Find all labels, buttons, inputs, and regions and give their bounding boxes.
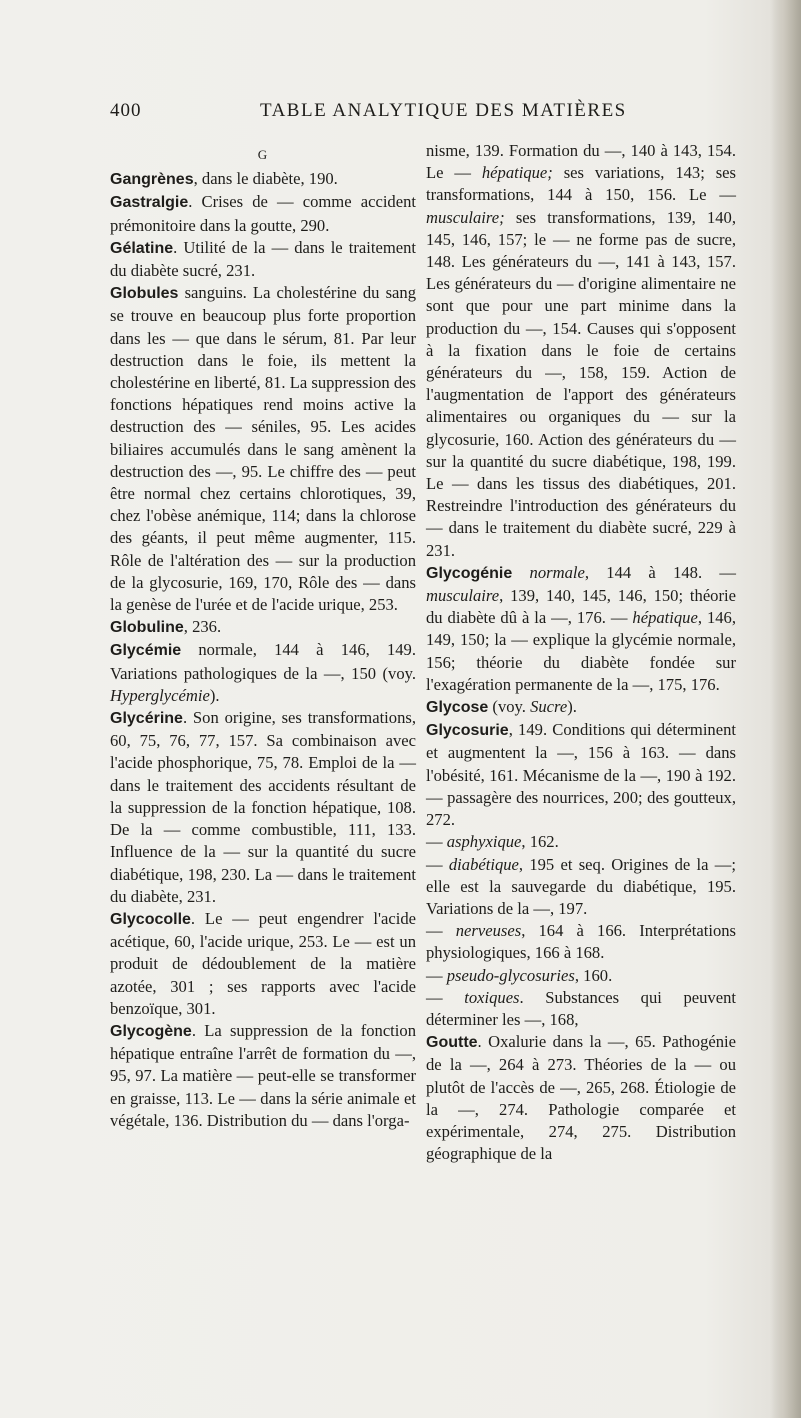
- entry-term: Gélatine: [110, 239, 174, 257]
- page-number: 400: [110, 100, 142, 121]
- entry-text: — toxiques. Substances qui peuvent déterminer les —, 168,: [426, 987, 736, 1029]
- entry-term: Globules: [110, 285, 179, 303]
- left-column: [110, 140, 416, 1132]
- entry-text: . La suppression de la fonction hépatique entraîne l'arrêt de formation du —, 95, 97. La matière — peut-elle se transformer en graisse, 113. Le — dans la série animale et végétale, 136. Distribution du — dans l'orga-: [110, 1020, 416, 1130]
- index-entry: [110, 237, 416, 282]
- index-entry: [110, 707, 416, 908]
- index-entry: [426, 719, 736, 831]
- index-entry-continued: [426, 140, 736, 562]
- running-title: TABLE ANALYTIQUE DES MATIÈRES: [260, 100, 627, 121]
- entry-text: nisme, 139. Formation du —, 140 à 143, 154. Le — hépatique; ses variations, 143; ses transformations, 144 à 150, 156. Le — musculaire; ses transformations, 139, 140, 145, 146, 157; le — ne forme pas de sucre, 148. Les générateurs du —, 141 à 143, 157. Les générateurs du — d'origine alimentaire ne sont que pour une part minime dans la production du —, 154. Causes qui s'opposent à la fixation dans le foie de certains générateurs du —, 158, 159. Action de l'augmentation de l'apport des générateurs alimentaires ou organiques du — sur la glycosurie, 160. Action des générateurs du — sur la quantité du sucre diabétique, 198, 199. Le — dans les tissus des diabétiques, 201. Restreindre l'introduction des générateurs du — dans le traitement du diabète sucré, 229 à 231.: [426, 141, 736, 560]
- entry-term: Gastralgie: [110, 194, 189, 212]
- entry-text: — diabétique, 195 et seq. Origines de la —; elle est la sauvegarde du diabétique, 195. Variations de la —, 197.: [426, 854, 736, 918]
- entry-term: Glycérine: [110, 710, 183, 728]
- page-header: [110, 100, 750, 130]
- index-subentry: [426, 965, 736, 987]
- index-subentry: [426, 854, 736, 921]
- entry-term: Glycogénie: [426, 564, 513, 582]
- entry-term: Glycogène: [110, 1022, 192, 1040]
- section-letter: G: [257, 147, 269, 162]
- entry-text: , dans le diabète, 190.: [193, 169, 338, 189]
- index-entry: [110, 191, 416, 236]
- entry-term: Glycocolle: [110, 910, 191, 928]
- entry-term: Glycosurie: [426, 722, 509, 740]
- entry-text: — asphyxique, 162.: [426, 832, 559, 852]
- index-entry: [110, 616, 416, 639]
- index-subentry: [426, 987, 736, 1031]
- index-entry: [110, 908, 416, 1020]
- entry-text: . Oxalurie dans la —, 65. Pathogénie de la —, 264 à 273. Théories de la — ou plutôt de l'accès de —, 265, 268. Étiologie de la —, 274. Pathologie comparée et expérimentale, 274, 275. Distribution géographique de la: [426, 1032, 736, 1164]
- entry-term: Goutte: [426, 1034, 478, 1052]
- entry-text: , 236.: [183, 617, 222, 637]
- index-entry: [426, 696, 736, 719]
- right-column: [426, 140, 736, 1165]
- entry-text: normale, 144 à 148. — musculaire, 139, 140, 145, 146, 150; théorie du diabète dû à la —, 176. — hépatique, 146, 149, 150; la — explique la glycémie normale, 156; théorie du diabète fondée sur l'exagération permanente de la —, 175, 176.: [426, 562, 736, 694]
- entry-italic: Hyperglycémie: [110, 685, 210, 705]
- entry-text: — nerveuses, 164 à 166. Interprétations physiologiques, 166 à 168.: [426, 921, 736, 963]
- entry-text: normale, 144 à 146, 149. Variations pathologiques de la —, 150 (voy.: [110, 640, 416, 683]
- index-entry: [110, 168, 416, 191]
- entry-text: , 149. Conditions qui déterminent et augmentent la —, 156 à 163. — dans l'obésité, 161. Mécanisme de la —, 190 à 192. — passagère des nourrices, 200; des goutteux, 272.: [426, 720, 736, 830]
- entry-term: Gangrènes: [110, 171, 194, 189]
- index-entry: [110, 639, 416, 707]
- index-subentry: [426, 920, 736, 964]
- index-entry: [426, 1031, 736, 1165]
- page-edge-shadow: [771, 0, 801, 1418]
- entry-text: . Son origine, ses transformations, 60, 75, 76, 77, 157. Sa combinaison avec l'acide phosphorique, 75, 78. Emploi de la — dans le traitement des accidents résultant de la suppression de la fonction hépatique, 108. De la — comme combustible, 111, 133. Influence de la — sur la quantité du sucre diabétique, 198, 230. La — dans le traitement du diabète, 231.: [110, 708, 416, 906]
- entry-term: Globuline: [110, 619, 184, 637]
- index-entry: [426, 562, 736, 696]
- entry-text: . Crises de — comme accident prémonitoire dans la goutte, 290.: [110, 192, 416, 235]
- entry-text: . Utilité de la — dans le traitement du diabète sucré, 231.: [110, 237, 416, 281]
- entry-text: . Le — peut engendrer l'acide acétique, 60, l'acide urique, 253. Le — est un produit de dédoublement de la matière azotée, 301 ; ses rapports avec l'acide benzoïque, 301.: [110, 908, 416, 1018]
- entry-tail: ).: [209, 685, 220, 705]
- entry-text: sanguins. La cholestérine du sang se trouve en beaucoup plus forte proportion dans les — que dans le sérum, 81. Par leur destruction dans le foie, ils mettent la cholestérine en liberté, 81. La suppression des fonctions hépatiques rend moins active la destruction des — séniles, 95. Les acides biliaires accumulés dans le sang amènent la destruction des —, 95. Le chiffre des — peut être normal chez certains chlorotiques, 39, chez l'obèse anémique, 114; dans la chlorose des géants, il peut même augmenter, 115. Rôle de l'altération des — sur la production de la glycosurie, 169, 170, Rôle des — dans la genèse de l'urée et de l'acide urique, 253.: [110, 283, 416, 615]
- entry-term: Glycémie: [110, 642, 182, 660]
- entry-term: Glycose: [426, 699, 489, 717]
- index-entry: [110, 1020, 416, 1132]
- index-entry: [110, 282, 416, 616]
- entry-text: — pseudo-glycosuries, 160.: [426, 965, 613, 985]
- index-subentry: [426, 831, 736, 853]
- entry-text: (voy. Sucre).: [488, 697, 577, 717]
